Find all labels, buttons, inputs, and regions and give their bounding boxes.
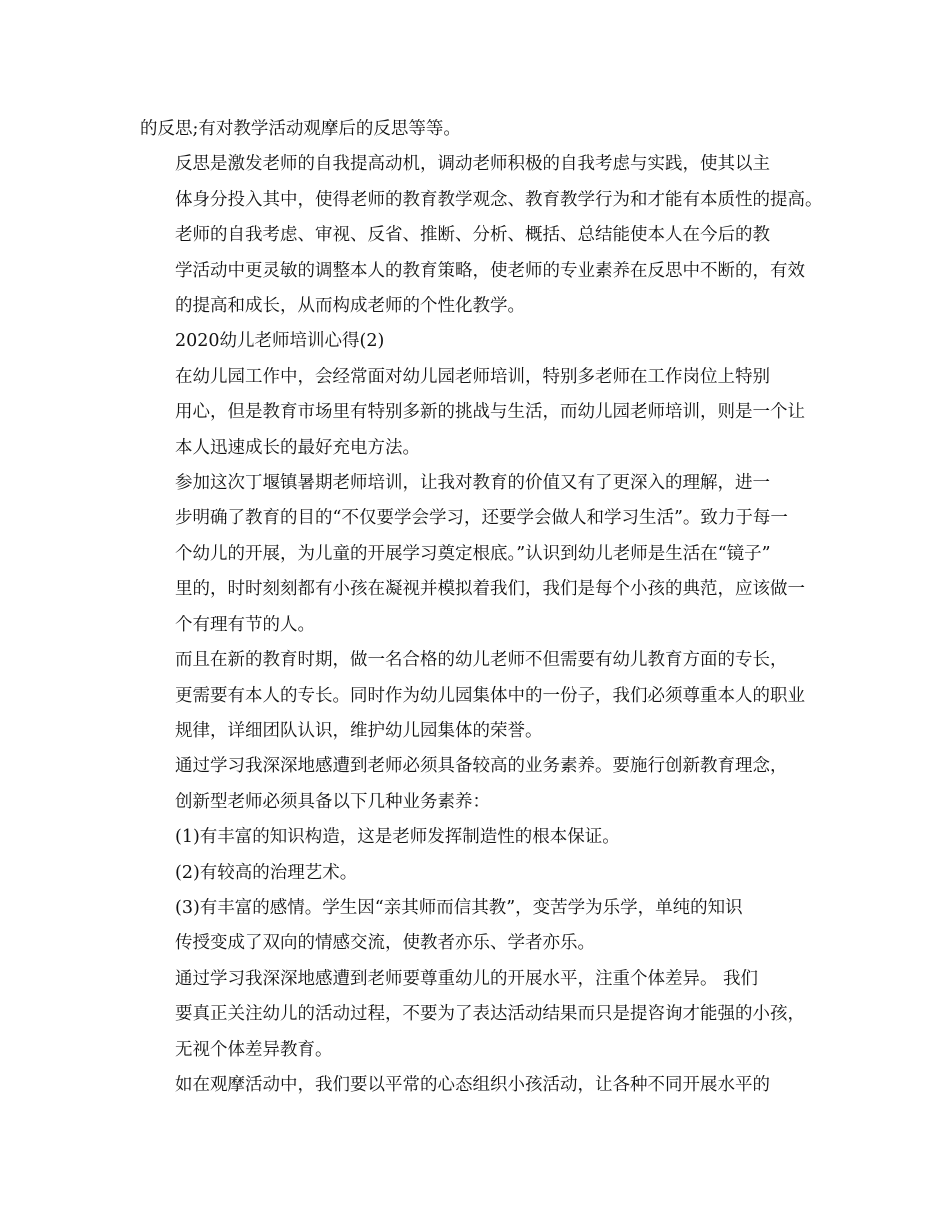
text-line: 而且在新的教育时期，做一名合格的幼儿老师不但需要有幼儿教育方面的专长， (175, 650, 788, 671)
text-line: 学活动中更灵敏的调整本人的教育策略，使老师的专业素养在反思中不断的，有效 (175, 260, 805, 281)
paragraph (140, 360, 820, 466)
paragraph (140, 749, 820, 820)
text-line: 老师的自我考虑、审视、反省、推断、分析、概括、总结能使本人在今后的教 (175, 225, 770, 246)
text-line: 步明确了教育的目的“不仅要学会学习，还要学会做人和学习生活”。致力于每一 (175, 508, 788, 529)
text-line: 的提高和成长，从而构成老师的个性化教学。 (175, 296, 525, 317)
text-line: 无视个体差异教育。 (175, 1039, 333, 1060)
document-body (140, 112, 823, 1103)
text-line: 通过学习我深深地感遭到老师要尊重幼儿的开展水平，注重个体差异。 我们 (175, 968, 759, 989)
text-line: 个幼儿的开展，为儿童的开展学习奠定根底。”认识到幼儿老师是生活在“镜子” (175, 543, 771, 564)
text-line: 个有理有节的人。 (175, 614, 315, 635)
text-line: 反思是激发老师的自我提高动机，调动老师积极的自我考虑与实践，使其以主 (175, 154, 770, 175)
text-line: 里的，时时刻刻都有小孩在凝视并模拟着我们，我们是每个小孩的典范，应该做一 (175, 579, 805, 600)
paragraph (140, 962, 820, 1068)
text-line: 在幼儿园工作中，会经常面对幼儿园老师培训，特别多老师在工作岗位上特别 (175, 366, 770, 387)
text-line: 规律，详细团队认识，维护幼儿园集体的荣誉。 (175, 720, 543, 741)
paragraph (140, 218, 820, 324)
paragraph (140, 147, 823, 218)
text-line: 要真正关注幼儿的活动过程，不要为了表达活动结果而只是提咨询才能强的小孩， (175, 1004, 805, 1025)
text-line: (2)有较高的治理艺术。 (175, 862, 358, 883)
text-line: 创新型老师必须具备以下几种业务素养： (175, 791, 490, 812)
text-line: (1)有丰富的知识构造，这是老师发挥制造性的根本保证。 (175, 827, 620, 848)
text-line: 如在观摩活动中，我们要以平常的心态组织小孩活动，让各种不同开展水平的 (175, 1074, 770, 1095)
text-line: 参加这次丁堰镇暑期老师培训，让我对教育的价值又有了更深入的理解，进一 (175, 473, 770, 494)
text-line: 的反思;有对教学活动观摩后的反思等等。 (140, 119, 461, 139)
paragraph (140, 324, 820, 359)
paragraph (140, 1068, 820, 1103)
paragraph (140, 820, 820, 855)
text-line: 通过学习我深深地感遭到老师必须具备较高的业务素养。要施行创新教育理念， (175, 756, 788, 777)
text-line: (3)有丰富的感情。学生因“亲其师而信其教”，变苦学为乐学，单纯的知识 (175, 897, 743, 918)
paragraph (140, 891, 820, 962)
text-line: 本人迅速成长的最好充电方法。 (175, 437, 420, 458)
paragraph (140, 112, 820, 147)
text-line: 传授变成了双向的情感交流，使教者亦乐、学者亦乐。 (175, 933, 595, 954)
text-line: 2020幼儿老师培训心得(2) (175, 331, 385, 352)
text-line: 用心，但是教育市场里有特别多新的挑战与生活，而幼儿园老师培训，则是一个让 (175, 402, 805, 423)
text-line: 更需要有本人的专长。同时作为幼儿园集体中的一份子，我们必须尊重本人的职业 (175, 685, 805, 706)
paragraph (140, 643, 820, 749)
paragraph (140, 856, 820, 891)
text-line: 体身分投入其中，使得老师的教育教学观念、教育教学行为和才能有本质性的提高。 (175, 189, 823, 210)
paragraph (140, 466, 820, 643)
